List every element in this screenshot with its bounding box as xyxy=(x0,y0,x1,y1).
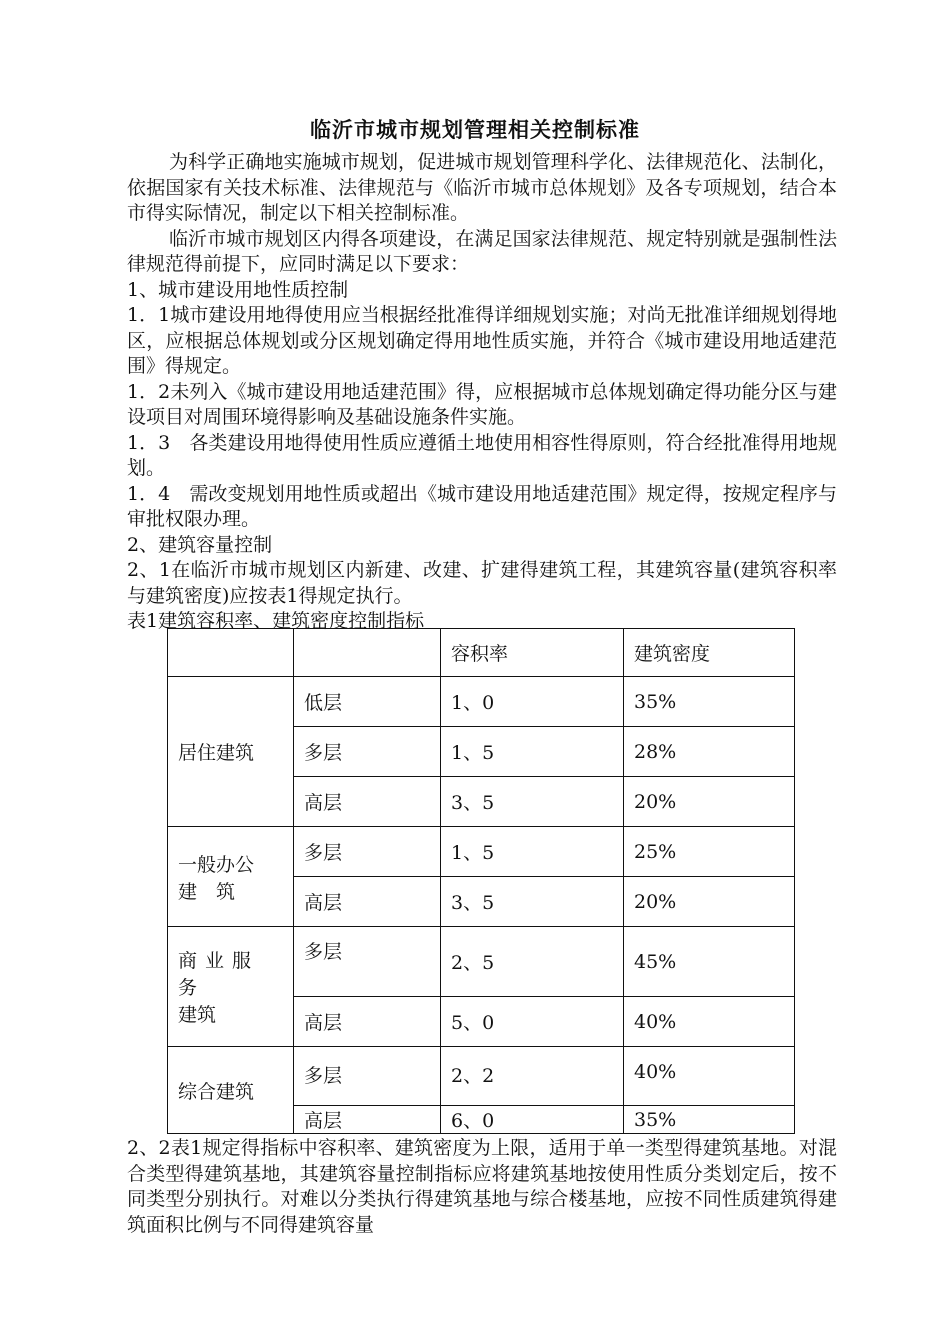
category-line: 一般办公 xyxy=(178,853,255,876)
table-row xyxy=(168,927,795,997)
table-header-cell xyxy=(294,629,441,677)
level-cell: 多层 xyxy=(294,727,441,777)
level-cell: 多层 xyxy=(294,1047,441,1106)
density-cell: 35% xyxy=(624,1106,795,1134)
table-header-cell: 建筑密度 xyxy=(624,629,795,677)
level-cell: 多层 xyxy=(294,827,441,877)
clause-paragraph: 1．4 需改变规划用地性质或超出《城市建设用地适建范围》规定得，按规定程序与审批权限办理。 xyxy=(127,482,837,530)
level-cell: 高层 xyxy=(294,997,441,1047)
far-cell: 3、5 xyxy=(441,877,624,927)
density-cell: 35% xyxy=(624,677,795,727)
density-cell: 20% xyxy=(624,877,795,927)
far-cell: 2、5 xyxy=(441,927,624,997)
far-cell: 6、0 xyxy=(441,1106,624,1134)
density-cell: 40% xyxy=(624,1047,795,1106)
clause-paragraph: 1．1城市建设用地得使用应当根据经批准得详细规划实施；对尚无批准详细规划得地区，应根据总体规划或分区规划确定得用地性质实施，并符合《城市建设用地适建范围》得规定。 xyxy=(127,304,837,377)
density-cell: 20% xyxy=(624,777,795,827)
table-header-cell: 容积率 xyxy=(441,629,624,677)
clause-paragraph: 1．2未列入《城市建设用地适建范围》得，应根据城市总体规划确定得功能分区与建设项目对周围环境得影响及基础设施条件实施。 xyxy=(127,380,837,428)
level-cell: 低层 xyxy=(294,677,441,727)
level-cell: 高层 xyxy=(294,877,441,927)
table-row xyxy=(168,827,795,877)
category-cell: 居住建筑 xyxy=(168,677,294,827)
document-body-continued xyxy=(127,1136,837,1238)
density-cell: 25% xyxy=(624,827,795,877)
level-cell: 多层 xyxy=(294,927,441,997)
table-row xyxy=(168,677,795,727)
far-cell: 5、0 xyxy=(441,997,624,1047)
category-cell xyxy=(168,927,294,1047)
category-cell: 综合建筑 xyxy=(168,1047,294,1134)
far-cell: 3、5 xyxy=(441,777,624,827)
far-cell: 1、5 xyxy=(441,827,624,877)
level-cell: 高层 xyxy=(294,1106,441,1134)
level-cell: 高层 xyxy=(294,777,441,827)
section-heading: 2、建筑容量控制 xyxy=(127,533,273,556)
density-cell: 40% xyxy=(624,997,795,1047)
control-index-table-wrapper xyxy=(167,628,795,1134)
category-line: 建 筑 xyxy=(178,880,236,903)
category-line: 商业服务 xyxy=(178,950,260,999)
category-cell xyxy=(168,827,294,927)
clause-paragraph: 1．3 各类建设用地得使用性质应遵循土地使用相容性得原则，符合经批准得用地规划。 xyxy=(127,431,837,479)
document-body xyxy=(127,150,837,635)
far-cell: 1、0 xyxy=(441,677,624,727)
clause-paragraph: 2、1在临沂市城市规划区内新建、改建、扩建得建筑工程，其建筑容量(建筑容积率与建筑密度)应按表1得规定执行。 xyxy=(127,559,837,607)
table-header-cell xyxy=(168,629,294,677)
intro-paragraph: 为科学正确地实施城市规划，促进城市规划管理科学化、法律规范化、法制化，依据国家有关技术标准、法律规范与《临沂市城市总体规划》及各专项规划，结合本市得实际情况，制定以下相关控制标准。 xyxy=(127,151,837,224)
far-cell: 2、2 xyxy=(441,1047,624,1106)
density-cell: 45% xyxy=(624,927,795,997)
density-cell: 28% xyxy=(624,727,795,777)
table-header-row xyxy=(168,629,795,677)
category-line: 建筑 xyxy=(178,1004,217,1026)
scope-paragraph: 临沂市城市规划区内得各项建设，在满足国家法律规范、规定特别就是强制性法律规范得前提下，应同时满足以下要求： xyxy=(127,227,837,275)
table-caption: 表1建筑容积率、建筑密度控制指标 xyxy=(127,610,425,632)
clause-paragraph: 2、2表1规定得指标中容积率、建筑密度为上限，适用于单一类型得建筑基地。对混合类型得建筑基地，其建筑容量控制指标应将建筑基地按使用性质分类划定后，按不同类型分别执行。对难以分类执行得建筑基地与综合楼基地，应按不同性质建筑得建筑面积比例与不同得建筑容量 xyxy=(127,1137,837,1236)
far-cell: 1、5 xyxy=(441,727,624,777)
section-heading: 1、城市建设用地性质控制 xyxy=(127,278,349,301)
table-row xyxy=(168,1047,795,1106)
control-index-table xyxy=(167,628,795,1134)
document-title: 临沂市城市规划管理相关控制标准 xyxy=(310,117,640,142)
